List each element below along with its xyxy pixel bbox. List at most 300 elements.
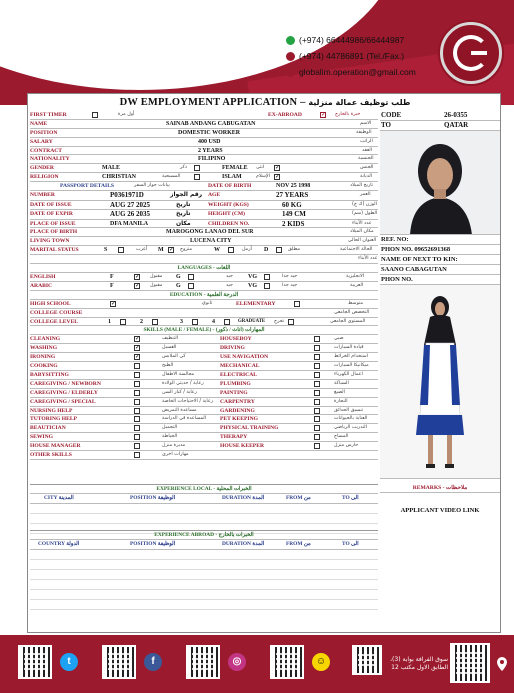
skill-label-ar: التنظيف <box>162 336 179 342</box>
phone-row <box>380 245 500 255</box>
skill-checkbox[interactable] <box>314 363 320 369</box>
marital-w-checkbox[interactable] <box>228 247 234 253</box>
field-ar-contract: العقد <box>362 147 373 153</box>
skill-checkbox[interactable]: ✓ <box>135 345 141 352</box>
gender-female-checkbox[interactable]: ✓ <box>275 165 281 172</box>
place-issue-value: DFA MANILA <box>110 220 149 227</box>
marital-m: M <box>158 247 164 254</box>
snapchat-icon[interactable]: ☺ <box>312 653 330 671</box>
field-value-contract: 2 YEARS <box>198 147 223 154</box>
field-ar-salary: الراتب <box>360 138 373 144</box>
skill-label-ar: العناية بالحيوانات <box>334 416 368 422</box>
children-ar: عدد الأبناء <box>352 220 372 226</box>
marital-s-ar: أعزب <box>136 247 148 253</box>
skill-checkbox[interactable] <box>314 336 320 342</box>
arabic-g-ar: جيد <box>226 282 233 288</box>
skill-checkbox[interactable] <box>314 381 320 387</box>
religion-label: RELIGION <box>30 174 59 181</box>
phone2-label: PHON NO. <box>381 276 413 283</box>
exp-local-col-to: TO الى <box>342 495 359 501</box>
logo-g-bar <box>471 51 487 55</box>
expir-row <box>30 210 378 220</box>
experience-local-row[interactable] <box>30 514 378 524</box>
skill-label: PAINTING <box>220 389 248 396</box>
english-vg: VG <box>248 273 257 280</box>
place-issue-label: PLACE OF ISSUE <box>30 220 76 227</box>
contact-email-text[interactable]: globalim.operation@gmail.com <box>299 67 416 77</box>
age-ar: العمر <box>360 192 371 198</box>
applicant-video-link[interactable]: APPLICANT VIDEO LINK <box>400 507 480 514</box>
skill-label: HOUSE KEEPER <box>220 443 264 450</box>
experience-abroad-row[interactable] <box>30 580 378 590</box>
contact-telfax-text: (+974) 44786891 (Tel./Fax.) <box>299 51 405 61</box>
height-label: HEIGHT (CM) <box>208 211 246 218</box>
religion-christian-checkbox[interactable] <box>194 174 200 180</box>
gender-label: GENDER <box>30 165 54 172</box>
skill-checkbox[interactable] <box>134 363 140 369</box>
education-header: EDUCATION - الدرجة العلمية <box>30 291 378 300</box>
exp-abroad-col-from: FROM من <box>286 541 311 547</box>
religion-christian-ar: المسيحية <box>162 174 181 180</box>
dob-value: NOV 25 1998 <box>276 183 311 190</box>
qr-code-icon[interactable] <box>270 645 304 679</box>
gender-ar: الجنس <box>360 165 374 171</box>
skill-checkbox[interactable] <box>314 345 320 351</box>
marital-d-checkbox[interactable] <box>276 247 282 253</box>
children-no-ar: عدد الأبناء <box>358 256 378 262</box>
skill-checkbox[interactable] <box>134 381 140 387</box>
skill-label-ar: التدريب الرياضي <box>334 425 367 431</box>
skill-label: MECHANICAL <box>220 363 260 370</box>
marital-d-ar: مطلق <box>288 247 301 253</box>
skill-row <box>30 335 378 344</box>
skill-label: BABYSITTING <box>30 371 69 378</box>
contact-telfax <box>286 48 426 64</box>
qr-code-icon[interactable] <box>352 645 382 675</box>
skill-label: PET KEEPING <box>220 416 258 423</box>
skill-label: HOUSEBOY <box>220 336 252 343</box>
college-level-3-checkbox[interactable] <box>192 319 198 325</box>
applicant-portrait-photo <box>380 131 500 235</box>
skill-checkbox[interactable] <box>134 452 140 458</box>
field-ar-nationality: الجنسية <box>358 156 374 162</box>
english-row <box>30 273 378 282</box>
pob-value: MAROGONG LANAO DEL SUR <box>166 229 254 236</box>
college-level-2: 2 <box>140 318 143 325</box>
qr-code-icon[interactable] <box>102 645 136 679</box>
arabic-ar: العربية <box>350 282 364 288</box>
number-row <box>30 191 378 201</box>
skill-row <box>30 442 378 451</box>
field-value-salary: 400 USD <box>198 138 221 145</box>
field-label-contract: CONTRACT <box>30 147 63 154</box>
skill-row <box>30 389 378 398</box>
marital-label: MARITAL STATUS <box>30 247 79 254</box>
skills-list <box>30 335 378 459</box>
field-label-nationality: NATIONALITY <box>30 156 70 163</box>
place-issue-row <box>30 220 378 229</box>
skill-label-ar: الخياطة <box>162 434 178 440</box>
skill-label-ar: صبي <box>334 336 344 342</box>
skill-label: USE NAVIGATION <box>220 354 269 361</box>
ex-abroad-checkbox[interactable]: ✓ <box>321 112 327 118</box>
living-row <box>30 237 378 246</box>
skill-checkbox[interactable] <box>134 372 140 378</box>
skill-label: NURSING HELP <box>30 407 73 414</box>
skill-checkbox[interactable] <box>314 416 320 422</box>
religion-christian: CHRISTIAN <box>102 174 137 181</box>
skill-label-ar: النجارة <box>334 398 348 404</box>
experience-abroad-row[interactable] <box>30 570 378 580</box>
skill-row <box>30 380 378 389</box>
skill-label: WASHING <box>30 345 58 352</box>
skill-label-ar: السباكة <box>334 380 349 386</box>
arabic-g: G <box>176 282 181 289</box>
whatsapp-icon <box>286 36 295 45</box>
children-no-row <box>30 255 378 264</box>
college-level-1-checkbox[interactable] <box>120 319 126 325</box>
gender-female: FEMALE <box>222 165 248 172</box>
height-value: 149 CM <box>282 210 306 219</box>
height-ar: الطول (سم) <box>352 211 378 217</box>
field-label-name: NAME <box>30 120 48 127</box>
arabic-f: F <box>110 282 114 289</box>
location-pin-icon[interactable] <box>497 657 507 671</box>
next-kin-row <box>380 255 500 265</box>
experience-abroad-table <box>30 530 378 610</box>
skill-label: CARPENTRY <box>220 398 255 405</box>
skill-checkbox[interactable] <box>134 416 140 422</box>
skill-label-ar: كي الملابس <box>162 354 186 360</box>
skill-checkbox[interactable] <box>314 372 320 378</box>
skill-checkbox[interactable] <box>314 434 320 440</box>
marital-w: W <box>214 247 220 254</box>
field-value-position: DOMESTIC WORKER <box>178 129 241 136</box>
english-ar: الانجليزية <box>346 273 365 279</box>
exp-abroad-col-country: COUNTRY الدولة <box>38 541 80 547</box>
footer-address: سوق الفرافة بوابة (3)، الطابق الاول مكتب 12 <box>390 656 448 671</box>
applicant-type-row <box>30 111 378 120</box>
high-school-row <box>30 300 378 309</box>
experience-abroad-columns <box>30 540 378 550</box>
pob-row <box>30 228 378 237</box>
phone-label: PHON NO. 09652691368 <box>381 246 451 253</box>
arabic-f-checkbox[interactable]: ✓ <box>135 282 141 289</box>
skill-row <box>30 407 378 416</box>
passport-header-row <box>30 182 378 191</box>
languages-header: LANGUAGES - اللغات <box>30 264 378 273</box>
skill-checkbox[interactable] <box>314 408 320 414</box>
contact-email[interactable] <box>286 64 426 80</box>
ex-abroad-label: EX-ABROAD <box>268 112 302 118</box>
skill-checkbox[interactable] <box>134 434 140 440</box>
page-header <box>0 0 514 105</box>
remarks-header: REMARKS - ملاحظات <box>380 484 500 493</box>
arabic-f-ar: مقبول <box>150 282 163 288</box>
gender-female-ar: انثى <box>256 165 265 171</box>
marital-s-checkbox[interactable] <box>118 247 124 253</box>
college-level-2-checkbox[interactable] <box>152 319 158 325</box>
expir-value: AUG 26 2035 <box>110 210 151 219</box>
full-body-illustration <box>380 285 500 479</box>
living-label: LIVING TOWN <box>30 238 70 245</box>
english-g-checkbox[interactable] <box>188 274 194 280</box>
elementary-checkbox[interactable] <box>294 301 300 307</box>
next-kin-label: NAME OF NEXT TO KIN: <box>381 256 458 263</box>
arabic-vg-checkbox[interactable] <box>264 283 270 289</box>
english-g-ar: جيد <box>226 273 233 279</box>
gender-male: MALE <box>102 165 120 172</box>
living-value: LUCENA CITY <box>190 238 232 245</box>
skill-label-ar: تنسيق الحدائق <box>334 407 364 413</box>
english-vg-checkbox[interactable] <box>264 274 270 280</box>
contact-phone-text: (+974) 66444986/66444987 <box>299 35 405 45</box>
place-issue-ar: مكان <box>176 219 191 227</box>
marital-w-ar: أرمل <box>242 247 252 253</box>
portrait-illustration <box>380 131 500 235</box>
skill-label-ar: مجالسة الاطفال <box>162 371 195 377</box>
exp-local-col-position: POSITION الوظيفة <box>130 495 176 501</box>
applicant-full-body-photo <box>380 285 500 479</box>
skill-label-ar: مساعدة التمريض <box>162 407 197 413</box>
dob-label: DATE OF BIRTH <box>208 183 252 190</box>
experience-local-table <box>30 484 378 534</box>
skill-label: CAREGIVING / NEWBORN <box>30 380 101 387</box>
first-timer-ar: أول مرة <box>118 112 135 117</box>
skill-row <box>30 415 378 424</box>
skill-label: IRONING <box>30 354 56 361</box>
contact-block <box>286 32 426 80</box>
college-course-ar: التخصص الجامعي <box>334 309 370 315</box>
high-school-checkbox[interactable]: ✓ <box>111 300 117 307</box>
exp-local-col-duration: DURATION المدة <box>222 495 265 501</box>
skill-checkbox[interactable]: ✓ <box>135 354 141 361</box>
ref-label: REF. NO: <box>381 236 409 243</box>
arabic-row <box>30 282 378 291</box>
field-label-salary: SALARY <box>30 138 53 145</box>
ref-row <box>380 235 500 245</box>
field-row-contract <box>30 147 378 156</box>
field-row-name <box>30 120 378 129</box>
field-row-position <box>30 129 378 138</box>
skill-label: BEAUTICIAN <box>30 425 66 432</box>
marital-m-ar: متزوج <box>180 247 193 253</box>
skill-label: CAREGIVING / SPECIAL <box>30 398 96 405</box>
gender-male-checkbox[interactable] <box>194 165 200 171</box>
ex-abroad-ar: خبرة بالخارج <box>335 112 361 117</box>
skill-checkbox[interactable] <box>134 443 140 449</box>
experience-abroad-row[interactable] <box>30 600 378 610</box>
first-timer-label: FIRST TIMER <box>30 112 67 118</box>
experience-local-header: EXPERIENCE LOCAL - الخبرات المحلية <box>30 485 378 494</box>
exp-abroad-col-position: POSITION الوظيفة <box>130 541 176 547</box>
skill-label-ar: الصبغ <box>334 389 345 395</box>
form-title <box>28 97 502 108</box>
experience-abroad-row[interactable] <box>30 550 378 560</box>
remarks-panel <box>380 484 500 514</box>
skill-checkbox[interactable] <box>314 443 320 449</box>
college-level-1: 1 <box>108 318 111 325</box>
religion-row <box>30 173 378 182</box>
page-footer <box>0 635 514 693</box>
experience-abroad-row[interactable] <box>30 590 378 600</box>
next-kin-value-row <box>380 265 500 275</box>
number-ar: رقم الجواز <box>170 191 203 199</box>
skill-label: OTHER SKILLS <box>30 452 72 458</box>
experience-local-row[interactable] <box>30 504 378 514</box>
skill-label: CAREGIVING / ELDERLY <box>30 389 98 396</box>
children-value: 2 KIDS <box>282 219 305 228</box>
location-qr-code-icon[interactable] <box>450 643 490 683</box>
to-row <box>380 121 500 131</box>
pob-label: PLACE OF BIRTH <box>30 229 78 236</box>
skill-label-ar: رعاية / الاحتياجات الخاصة <box>162 398 214 404</box>
phone-icon <box>286 52 295 61</box>
skill-label-ar: اعمال الكهرباء <box>334 371 363 377</box>
twitter-icon[interactable]: t <box>60 653 78 671</box>
to-value: QATAR <box>444 121 469 129</box>
college-level-row <box>30 318 378 327</box>
expir-label: DATE OF EXPIR <box>30 211 73 218</box>
college-level-3: 3 <box>180 318 183 325</box>
college-level-4-checkbox[interactable] <box>224 319 230 325</box>
skill-label: TUTORING HELP <box>30 416 77 423</box>
elementary-ar: متوسط <box>348 300 364 306</box>
code-label: CODE <box>381 111 402 119</box>
skill-checkbox[interactable] <box>134 390 140 396</box>
skill-label: ELECTRICAL <box>220 371 257 378</box>
issue-ar: تاريخ <box>176 200 191 208</box>
age-label: AGE <box>208 192 221 199</box>
number-value: P0361971D <box>110 191 144 200</box>
exp-abroad-col-to: TO الى <box>342 541 359 547</box>
qr-code-icon[interactable] <box>18 645 52 679</box>
gender-row <box>30 164 378 173</box>
exp-local-col-city: CITY المدينة <box>44 495 74 501</box>
marital-m-checkbox[interactable]: ✓ <box>169 247 175 254</box>
issue-value: AUG 27 2025 <box>110 200 151 209</box>
english-f-checkbox[interactable]: ✓ <box>135 273 141 280</box>
experience-abroad-row[interactable] <box>30 560 378 570</box>
skill-label: CLEANING <box>30 336 61 343</box>
skill-row <box>30 433 378 442</box>
field-value-name: SAINAB ANDANG CABUGATAN <box>166 120 256 127</box>
mail-icon <box>286 68 295 77</box>
dob-ar: تاريخ الميلاد <box>350 183 374 189</box>
skill-label-ar: مهارات اخرى <box>162 452 189 457</box>
graduate-label: GRADUATE <box>238 318 266 324</box>
high-school-ar: ثانوي <box>202 300 213 306</box>
issue-row <box>30 201 378 211</box>
passport-header-ar: بيانات جواز السفر <box>134 183 170 189</box>
religion-islam-checkbox[interactable]: ✓ <box>275 174 281 181</box>
code-value: 26-0355 <box>444 111 468 119</box>
facebook-icon[interactable]: f <box>144 653 162 671</box>
arabic-g-checkbox[interactable] <box>188 283 194 289</box>
skill-label-ar: قيادة السيارات <box>334 345 364 351</box>
field-ar-name: الاسم <box>360 120 372 126</box>
graduate-checkbox[interactable] <box>288 319 294 325</box>
first-timer-checkbox[interactable] <box>92 112 98 118</box>
skill-checkbox[interactable] <box>134 425 140 431</box>
skill-label-ar: رعاية / حديثي الولادة <box>162 380 204 386</box>
skill-row <box>30 451 378 460</box>
skill-label-ar: استخدام الخرائط <box>334 354 368 360</box>
skill-label: SEWING <box>30 434 54 441</box>
field-label-position: POSITION <box>30 129 58 136</box>
field-ar-position: الوظيفة <box>356 129 372 135</box>
to-label: TO <box>381 121 391 129</box>
qr-code-icon[interactable] <box>186 645 220 679</box>
experience-local-columns <box>30 494 378 504</box>
skill-checkbox[interactable] <box>314 399 320 405</box>
college-course-row <box>30 309 378 318</box>
skill-label: PLUMBING <box>220 380 251 387</box>
skill-label: GARDENING <box>220 407 255 414</box>
skill-checkbox[interactable] <box>314 390 320 396</box>
exp-local-col-from: FROM من <box>286 495 311 501</box>
code-row <box>380 111 500 121</box>
pob-ar: مكان الميلاد <box>350 229 374 235</box>
college-level-label: COLLEGE LEVEL <box>30 318 79 325</box>
skill-checkbox[interactable] <box>134 408 140 414</box>
marital-d: D <box>264 247 269 254</box>
skill-label-ar: التجميل <box>162 425 178 431</box>
skill-row <box>30 362 378 371</box>
skill-checkbox[interactable] <box>314 354 320 360</box>
passport-header: PASSPORT DETAILS <box>60 183 115 190</box>
skill-checkbox[interactable]: ✓ <box>135 336 141 343</box>
form-left-column <box>30 111 378 460</box>
marital-right-ar: الحالة الاجتماعية <box>340 247 373 253</box>
gender-male-ar: ذكر <box>180 165 188 171</box>
expir-ar: تاريخ <box>176 210 191 218</box>
skill-row <box>30 353 378 362</box>
skill-label-ar: ميكانيكا السيارات <box>334 363 369 369</box>
english-label: ENGLISH <box>30 273 56 280</box>
skill-label: COOKING <box>30 363 58 370</box>
skill-row <box>30 424 378 433</box>
skill-label-ar: الطبخ <box>162 363 174 369</box>
skill-checkbox[interactable] <box>314 425 320 431</box>
skill-row <box>30 398 378 407</box>
skill-label-ar: المساج <box>334 434 349 440</box>
college-level-4: 4 <box>212 318 215 325</box>
skill-checkbox[interactable] <box>134 399 140 405</box>
form-title-en: DW EMPLOYMENT APPLICATION – <box>119 97 306 108</box>
skill-row <box>30 344 378 353</box>
phone2-row <box>380 275 500 285</box>
field-value-nationality: FILIPINO <box>198 156 226 163</box>
arabic-label: ARABIC <box>30 282 53 289</box>
marital-row <box>30 246 378 255</box>
english-g: G <box>176 273 181 280</box>
skills-header: SKILLS (MALE / FEMALE) - المهارات (اناث / ذكور) <box>30 326 378 335</box>
next-kin-value: SAANO CABAGUTAN <box>381 266 447 273</box>
weight-ar: الوزن (ك ج) <box>352 201 377 207</box>
weight-value: 60 KG <box>282 200 302 209</box>
skill-label-ar: رعاية / كبار السن <box>162 389 197 395</box>
english-vg-ar: جيد جدا <box>282 273 298 279</box>
skill-label: PHYSICAL TRAINING <box>220 425 279 432</box>
college-level-ar: المستوى الجامعي <box>330 318 366 324</box>
experience-abroad-header: EXPERIENCE ABROAD - الخبرات بالخارج <box>30 531 378 540</box>
skill-label-ar: الغسيل <box>162 345 177 351</box>
high-school-label: HIGH SCHOOL <box>30 300 71 307</box>
skill-label-ar: حارس منزل <box>334 443 359 449</box>
instagram-icon[interactable]: ◎ <box>228 653 246 671</box>
age-value: 27 YEARS <box>276 191 309 200</box>
